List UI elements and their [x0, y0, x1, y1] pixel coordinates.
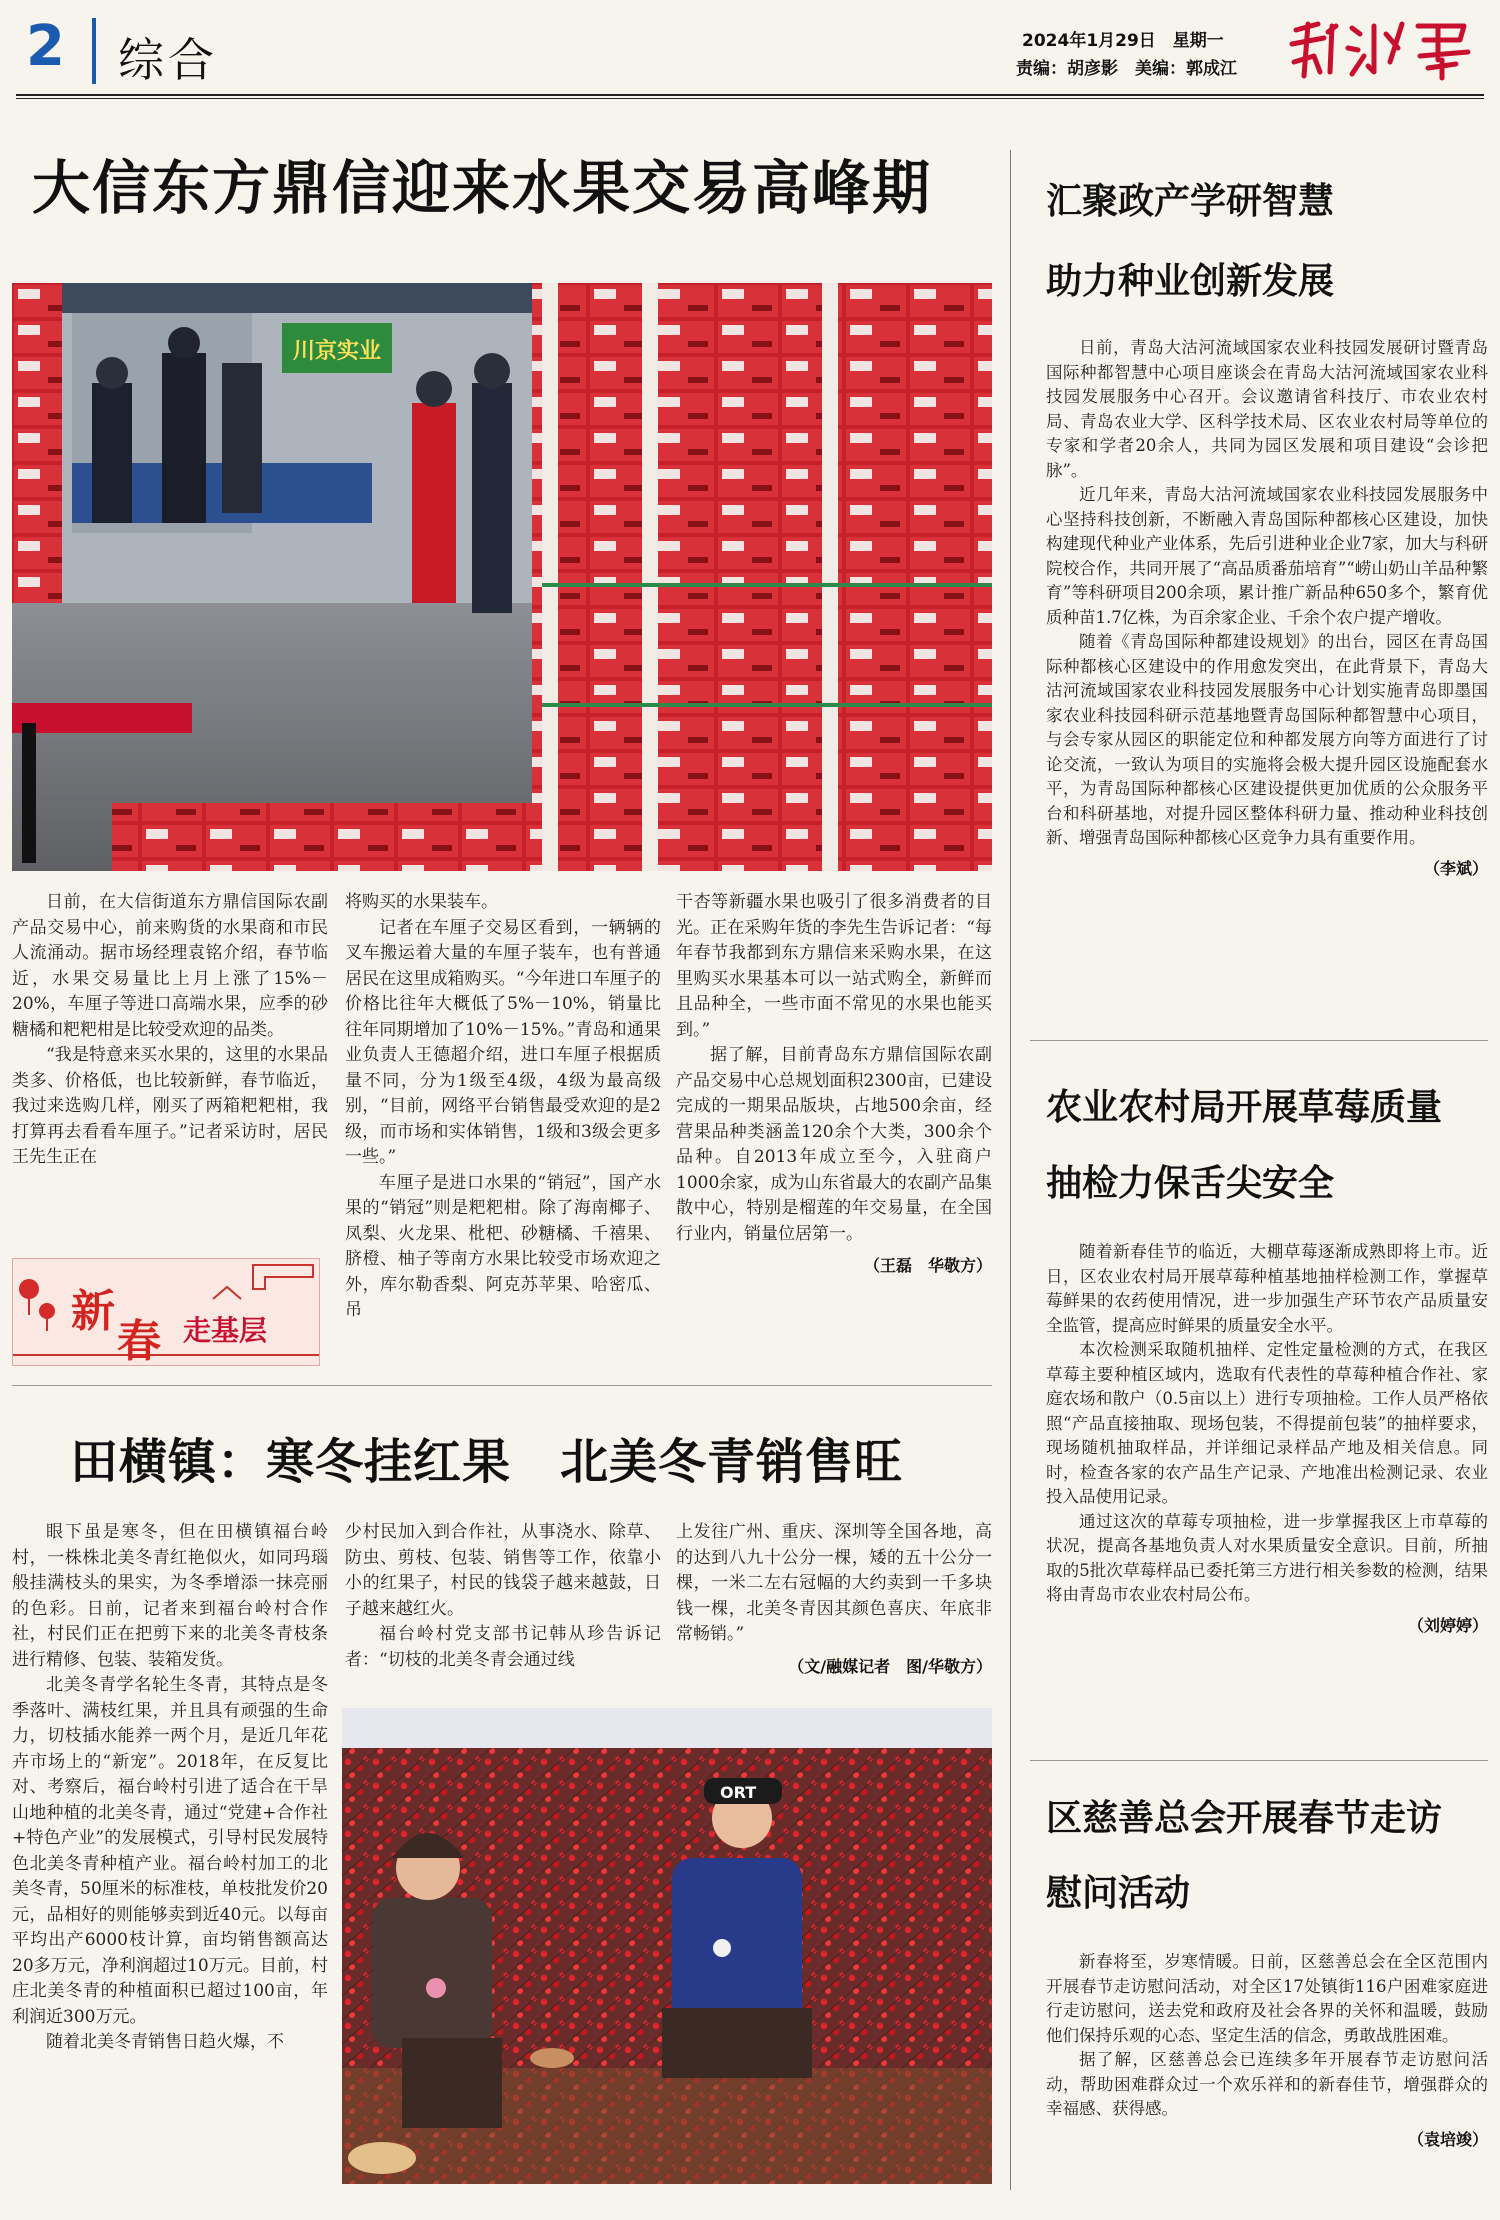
right-story3-title-line2: 慰问活动 [1046, 1873, 1191, 1914]
story-divider [1030, 1760, 1488, 1761]
page-number-divider [92, 18, 96, 84]
lead-story-column-2 [345, 890, 661, 1324]
lead-story-column-1 [12, 890, 328, 1171]
paragraph: 福台岭村党支部书记韩从珍告诉记者：“切枝的北美冬青会通过线 [345, 1624, 661, 1670]
paragraph: 日前，在大信街道东方鼎信国际农副产品交易中心，前来购货的水果商和市民人流涌动。据市场经理袁铭介绍，春节临近，水果交易量比上月上涨了15%－20%，车厘子等进口高端水果，应季的砂糖橘和粑粑柑是比较受欢迎的品类。 [12, 892, 328, 1040]
paragraph: 北美冬青学名轮生冬青，其特点是冬季落叶、满枝红果，并且具有顽强的生命力，切枝插水能养一两个月，是近几年花卉市场上的“新宠”。2018年，在反复比对、考察后，福台岭村引进了适合在干旱山地种植的北美冬青，通过“党建+合作社+特色产业”的发展模式，引导村民发展特色北美冬青种植产业。福台岭村加工的北美冬青，50厘米的标准枝，单枝批发价20元，品相好的则能够卖到近40元。以每亩平均出产6000枝计算，亩均销售额高达20多万元，净利润超过10万元。目前，村庄北美冬青的种植面积已超过100亩，年利润近300万元。 [12, 1675, 328, 2027]
paragraph: 近几年来，青岛大沽河流域国家农业科技园发展服务中心坚持科技创新，不断融入青岛国际种都核心区建设，加快构建现代种业产业体系，先后引进种业企业7家，加大与科研院校合作，共同开展了“高品质番茄培育”“崂山奶山羊品种繁育”等科研项目200余项，累计推广新品种650多个，繁育优质种苗1.7亿株，为百余家企业、千余个农户提产增收。 [1046, 485, 1488, 627]
paragraph: 新春将至，岁寒情暖。日前，区慈善总会在全区范围内开展春节走访慰问活动，对全区17处镇街116户困难家庭进行走访慰问，送去党和政府及社会各界的关怀和温暖，鼓励他们保持乐观的心态、坚定生活的信念，勇敢战胜困难。 [1046, 1952, 1488, 2045]
second-story-column-1 [12, 1520, 328, 2056]
right-story2-title-line1: 农业农村局开展草莓质量 [1046, 1087, 1443, 1128]
fruit-market-photo [12, 283, 992, 871]
paragraph: 将购买的水果装车。 [345, 892, 498, 912]
paragraph: 随着新春佳节的临近，大棚草莓逐渐成熟即将上市。近日，区农业农村局开展草莓种植基地抽样检测工作，掌握草莓鲜果的农药使用情况，进一步加强生产环节农产品质量安全监管，提高应时鲜果的质量安全水平。 [1046, 1242, 1488, 1335]
masthead-rule [16, 94, 1484, 96]
paragraph: 上发往广州、重庆、深圳等全国各地，高的达到八九十公分一棵，矮的五十公分一棵，一米二左右冠幅的大约卖到一千多块钱一棵，北美冬青因其颜色喜庆、年底非常畅销。” [676, 1522, 992, 1644]
winterberry-holly-photo [342, 1708, 992, 2184]
masthead-rule-thin [16, 98, 1484, 99]
badge-subtitle: 走基层 [183, 1314, 268, 1347]
paragraph: 干杏等新疆水果也吸引了很多消费者的目光。正在采购年货的李先生告诉记者：“每年春节我都到东方鼎信来采购水果，在这里购买水果基本可以一站式购全，新鲜而且品种全，一些市面不常见的水果也能买到。” [676, 892, 992, 1040]
right-story2-title-line2: 抽检力保舌尖安全 [1046, 1163, 1335, 1204]
paragraph: 随着《青岛国际种都建设规划》的出台，园区在青岛国际种都核心区建设中的作用愈发突出，在此背景下，青岛大沽河流域国家农业科技园发展服务中心计划实施青岛即墨国家农业科技园科研示范基地暨青岛国际种都智慧中心项目，与会专家从园区的职能定位和种都发展方向等方面进行了讨论交流，一致认为项目的实施将会极大提升园区设施配套水平，为青岛国际种都核心区建设提供更加优质的公众服务平台和科研基地，对提升园区整体科研力量、推动种业科技创新、增强青岛国际种都核心区竞争力具有重要作用。 [1046, 632, 1488, 847]
paragraph: 据了解，区慈善总会已连续多年开展春节走访慰问活动，帮助困难群众过一个欢乐祥和的新春佳节，增强群众的幸福感、获得感。 [1046, 2050, 1488, 2118]
section-name: 综合 [118, 33, 218, 87]
lead-story-column-3 [676, 890, 992, 1279]
paragraph: 眼下虽是寒冬，但在田横镇福台岭村，一株株北美冬青红艳似火，如同玛瑙般挂满枝头的果实，为冬季增添一抹亮丽的色彩。日前，记者来到福台岭村合作社，村民们正在把剪下来的北美冬青枝条进行精修、包装、装箱发货。 [12, 1522, 328, 1670]
second-story-column-3 [676, 1520, 992, 1679]
badge-char-new: 新 [71, 1286, 115, 1337]
right-story1-title-line1: 汇聚政产学研智慧 [1046, 181, 1335, 222]
byline: （袁培竣） [1407, 2129, 1488, 2149]
paragraph: 随着北美冬青销售日趋火爆，不 [46, 2032, 284, 2052]
story-divider [12, 1385, 992, 1386]
paragraph: 少村民加入到合作社，从事浇水、除草、防虫、剪枝、包装、销售等工作，依靠小小的红果子，村民的钱袋子越来越鼓，日子越来越红火。 [345, 1522, 661, 1619]
story-divider [1030, 1040, 1488, 1041]
paragraph: 本次检测采取随机抽样、定性定量检测的方式，在我区草莓主要种植区域内，选取有代表性的草莓种植合作社、家庭农场和散户（0.5亩以上）进行专项抽检。工作人员严格依照“产品直接抽取、现场包装，不得提前包装”的抽样要求，现场随机抽取样品，并详细记录样品产地及相关信息。同时，检查各家的农产品生产记录、产地准出检测记录、农业投入品使用记录。 [1046, 1340, 1488, 1506]
editors-credit: 责编：胡彦影 美编：郭成江 [1016, 59, 1237, 79]
right-story2-body [1046, 1240, 1488, 1638]
paragraph: 记者在车厘子交易区看到，一辆辆的叉车搬运着大量的车厘子装车，也有普通居民在这里成箱购买。“今年进口车厘子的价格比往年大概低了5%－10%，销量比往年同期增加了10%－15%。”青岛和通果业负责人王德超介绍，进口车厘子根据质量不同，分为1级至4级，4级为最高级别，“目前，网络平台销售最受欢迎的是2级，而市场和实体销售，1级和3级会更多一些。” [345, 917, 661, 1167]
lead-headline: 大信东方鼎信迎来水果交易高峰期 [32, 154, 933, 222]
byline: （文/融媒记者 图/华敬方） [788, 1656, 992, 1676]
paragraph: 通过这次的草莓专项抽检，进一步掌握我区上市草莓的状况，提高各基地负责人对水果质量安全意识。目前，所抽取的5批次草莓样品已委托第三方进行相关参数的检测，结果将由青岛市农业农村局公布。 [1046, 1511, 1488, 1604]
column-divider [1010, 150, 1011, 2190]
issue-date: 2024年1月29日 星期一 [1022, 31, 1224, 51]
second-headline: 田横镇：寒冬挂红果 北美冬青销售旺 [70, 1434, 904, 1490]
spring-grassroots-badge [12, 1258, 320, 1366]
right-story3-title-line1: 区慈善总会开展春节走访 [1046, 1798, 1443, 1839]
paragraph: “我是特意来买水果的，这里的水果品类多、价格低，也比较新鲜，春节临近，我过来选购几样，刚买了两箱粑粑柑，我打算再去看看车厘子。”记者采访时，居民王先生正在 [12, 1045, 328, 1167]
byline: （李斌） [1423, 858, 1488, 878]
cap-text: ORT [720, 1783, 757, 1802]
right-story1-body [1046, 336, 1488, 881]
photo-sign-text: 川京实业 [292, 339, 382, 364]
page-number: 2 [26, 14, 63, 79]
byline: （王磊 华敬方） [863, 1256, 992, 1275]
right-story3-body [1046, 1950, 1488, 2152]
byline: （刘婷婷） [1407, 1615, 1488, 1635]
newspaper-logo [1278, 12, 1478, 86]
right-story1-title-line2: 助力种业创新发展 [1046, 261, 1335, 302]
paragraph: 据了解，目前青岛东方鼎信国际农副产品交易中心总规划面积2300亩，已建设完成的一期果品版块，占地500余亩，经营果品种类涵盖120余个大类，300余个品种。自2013年成立至今，入驻商户1000余家，成为山东省最大的农副产品集散中心，特别是榴莲的年交易量，在全国行业内，销量位居第一。 [676, 1045, 992, 1244]
paragraph: 车厘子是进口水果的“销冠”，国产水果的“销冠”则是粑粑柑。除了海南椰子、凤梨、火龙果、枇杷、砂糖橘、千禧果、脐橙、柚子等南方水果比较受市场欢迎之外，库尔勒香梨、阿克苏苹果、哈密瓜、吊 [345, 1172, 661, 1320]
badge-char-spring: 春 [117, 1316, 161, 1366]
paragraph: 日前，青岛大沽河流域国家农业科技园发展研讨暨青岛国际种都智慧中心项目座谈会在青岛大沽河流域国家农业科技园发展服务中心召开。会议邀请省科技厅、市农业农村局、青岛农业大学、区科学技术局、区农业农村局等单位的专家和学者20余人，共同为园区发展和项目建设“会诊把脉”。 [1046, 338, 1488, 480]
second-story-column-2 [345, 1520, 661, 1673]
